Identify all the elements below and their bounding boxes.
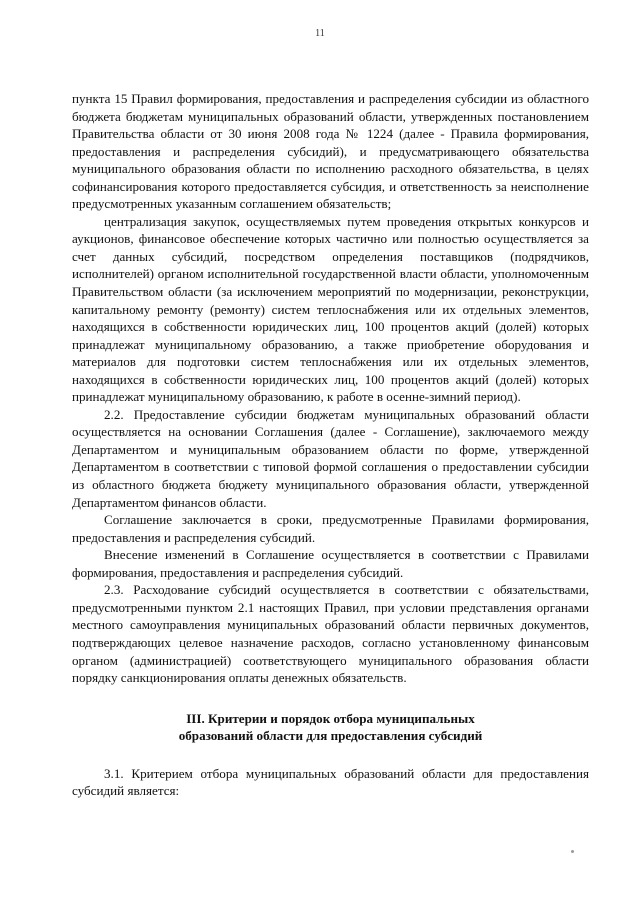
paragraph-centralized-procurement: централизация закупок, осуществляемых путем проведения открытых конкурсов и аукционов, финансовое обеспечение которых частично или полностью осуществляется за счет данных субсидий, посредством определения поставщиков (подрядчиков, исполнителей) органом исполнительной государственной власти области, уполномоченным Правительством области (за исключением мероприятий по модернизации, реконструкции, капитальному ремонту (ремонту) систем теплоснабжения или их отдельных элементов, находящихся в собственности юридических лиц, 100 процентов акций (долей) которых принадлежат муниципальному образованию, а также приобретение оборудования и материалов для подготовки систем теплоснабжения или их отдельных элементов, находящихся в собственности юридических лиц, 100 процентов акций (долей) которых принадлежат муниципальному образованию, к работе в осенне-зимний период). <box>72 213 589 405</box>
page-number: 11 <box>315 28 325 39</box>
paragraph-2-3-subsidy-spending: 2.3. Расходование субсидий осуществляется в соответствии с обязательствами, предусмотренными пунктом 2.1 настоящих Правил, при условии представления органами местного самоуправления муниципальных образований области первичных документов, подтверждающих целевое назначение расходов, согласно установленному финансовым органом (администрацией) соответствующего муниципального образования области порядку санкционирования оплаты денежных обязательств. <box>72 582 589 686</box>
section-heading-line-1: III. Критерии и порядок отбора муниципальных <box>186 710 475 726</box>
paragraph-3-1-selection-criterion: 3.1. Критерием отбора муниципальных образований области для предоставления субсидий является: <box>72 765 589 799</box>
paragraph-subsidy-agreement-obligations: пункта 15 Правил формирования, предоставления и распределения субсидии из областного бюджета бюджетам муниципальных образований области, утвержденных постановлением Правительства области от 30 июня 2008 года № 1224 (далее - Правила формирования, предоставления и распределения субсидий), и предусматривающего обязательства муниципального образования области по исполнению расходного обязательства, в целях софинансирования которого предоставляется субсидия, и ответственность за неисполнение предусмотренных указанным соглашением обязательств; <box>72 91 589 212</box>
section-heading-iii <box>72 710 589 745</box>
paragraph-agreement-amendments: Внесение изменений в Соглашение осуществляется в соответствии с Правилами формирования, предоставления и распределения субсидий. <box>72 547 589 580</box>
scan-artifact-dot <box>571 850 574 853</box>
document-body <box>72 90 589 800</box>
paragraph-2-2-agreement-basis: 2.2. Предоставление субсидии бюджетам муниципальных образований области осуществляется на основании Соглашения (далее - Соглашение), заключаемого между Департаментом и муниципальным образованием области по форме, утвержденной Департаментом в соответствии с типовой формой соглашения о предоставлении субсидии из областного бюджета бюджету муниципального образования области, утвержденной Департаментом финансов области. <box>72 406 589 510</box>
paragraph-agreement-terms: Соглашение заключается в сроки, предусмотренные Правилами формирования, предоставления и распределения субсидий. <box>72 512 589 545</box>
section-heading-line-2: образований области для предоставления субсидий <box>178 728 483 744</box>
